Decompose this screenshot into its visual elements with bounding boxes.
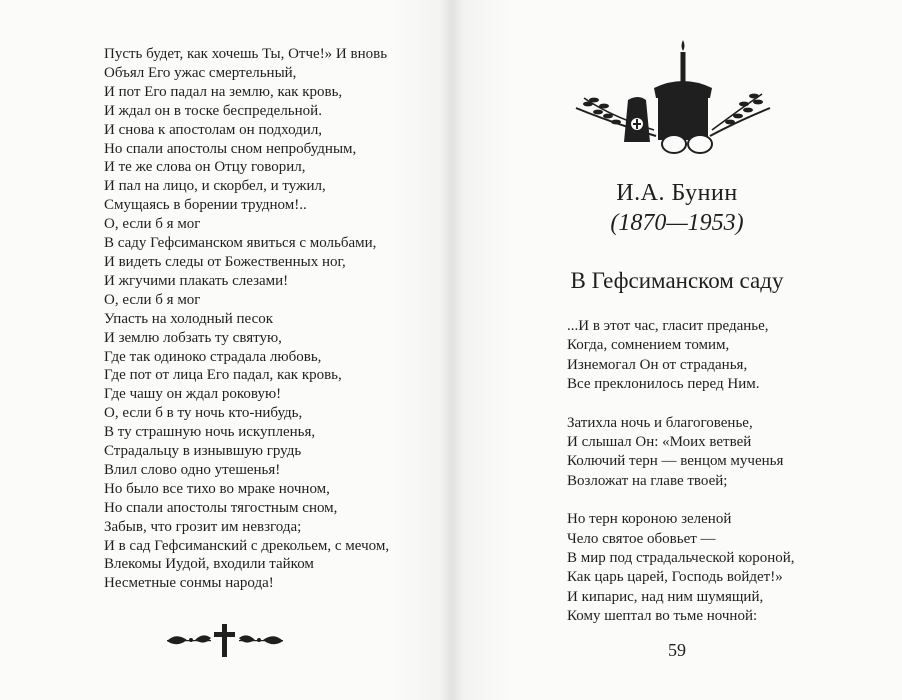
poem-line: Влил слово одно утешенья! bbox=[104, 461, 281, 478]
poem-line: И кипарис, над ним шумящий, bbox=[567, 588, 764, 605]
poem-line: Упасть на холодный песок bbox=[104, 310, 274, 327]
poem-line: В мир под страдальческой короной, bbox=[567, 550, 795, 567]
right-poem-text bbox=[567, 317, 795, 627]
poem-line: О, если б я мог bbox=[104, 216, 201, 233]
poem-line: Но было все тихо во мраке ночном, bbox=[104, 480, 330, 497]
easter-cake-candle-willow-icon bbox=[570, 38, 775, 161]
poem-line: И пал на лицо, и скорбел, и тужил, bbox=[104, 178, 326, 195]
author-name: И.А. Бунин bbox=[616, 180, 738, 206]
poem-line: Но терн короною зеленой bbox=[567, 511, 732, 528]
poem-line: Где пот от лица Его падал, как кровь, bbox=[104, 367, 342, 384]
poem-line: И те же слова он Отцу говорил, bbox=[104, 159, 306, 176]
poem-line: И пот Его падал на землю, как кровь, bbox=[104, 83, 343, 100]
poem-line: Кому шептал во тьме ночной: bbox=[567, 608, 758, 625]
stanza-gap bbox=[567, 395, 795, 414]
page-number: 59 bbox=[668, 640, 686, 660]
cross-with-leaves-icon bbox=[163, 620, 287, 665]
poem-line: Страдальцу в изнывшую грудь bbox=[104, 443, 302, 460]
left-poem-text bbox=[104, 45, 389, 593]
poem-line: В ту страшную ночь искупленья, bbox=[104, 424, 316, 441]
poem-line: Колючий терн — венцом мученья bbox=[567, 453, 784, 470]
poem-line: Но спали апостолы тягостным сном, bbox=[104, 499, 338, 516]
poem-line: Объял Его ужас смертельный, bbox=[104, 64, 297, 81]
poem-line: Забыв, что грозит им невзгода; bbox=[104, 518, 302, 535]
stanza-gap bbox=[567, 491, 795, 510]
poem-line: Смущаясь в борении трудном!.. bbox=[104, 197, 307, 214]
poem-line: И снова к апостолам он подходил, bbox=[104, 121, 323, 138]
poem-line: И ждал он в тоске беспредельной. bbox=[104, 102, 322, 119]
author-years: (1870—1953) bbox=[610, 210, 744, 236]
right-page bbox=[452, 0, 902, 700]
poem-line: О, если б в ту ночь кто-нибудь, bbox=[104, 405, 303, 422]
poem-line: Несметные сонмы народа! bbox=[104, 575, 274, 592]
poem-line: Возложат на главе твоей; bbox=[567, 472, 728, 489]
poem-line: И в сад Гефсиманский с дрекольем, с мечом, bbox=[104, 537, 390, 554]
poem-line: И землю лобзать ту святую, bbox=[104, 329, 282, 346]
poem-line: Чело святое обовьет — bbox=[567, 530, 716, 547]
poem-line: Изнемогал Он от страданья, bbox=[567, 356, 748, 373]
poem-line: И видеть следы от Божественных ног, bbox=[104, 253, 346, 270]
poem-line: Где так одиноко страдала любовь, bbox=[104, 348, 322, 365]
poem-line: Все преклонилось перед Ним. bbox=[567, 376, 760, 393]
poem-line: Затихла ночь и благоговенье, bbox=[567, 414, 753, 431]
poem-line: И жгучими плакать слезами! bbox=[104, 272, 289, 289]
poem-line: Влекомы Иудой, входили тайком bbox=[104, 556, 314, 573]
poem-line: В саду Гефсиманском явиться с мольбами, bbox=[104, 235, 377, 252]
poem-line: Пусть будет, как хочешь Ты, Отче!» И вновь bbox=[104, 46, 388, 62]
poem-line: И слышал Он: «Моих ветвей bbox=[567, 434, 752, 451]
poem-title: В Гефсиманском саду bbox=[570, 268, 784, 293]
poem-line: ...И в этот час, гласит преданье, bbox=[567, 318, 769, 334]
poem-line: О, если б я мог bbox=[104, 291, 201, 308]
poem-line: Как царь царей, Господь войдет!» bbox=[567, 569, 783, 586]
poem-line: Где чашу он ждал роковую! bbox=[104, 386, 282, 403]
poem-line: Когда, сомнением томим, bbox=[567, 337, 730, 354]
poem-line: Но спали апостолы сном непробудным, bbox=[104, 140, 357, 157]
